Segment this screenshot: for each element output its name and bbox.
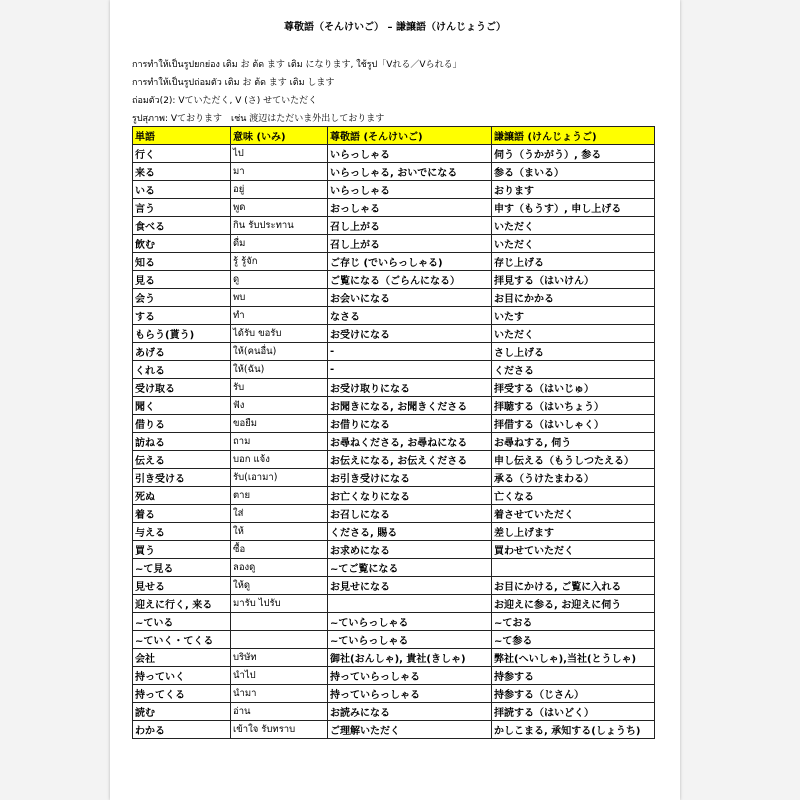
sonkeigo-cell: お引き受けになる — [328, 469, 492, 487]
sonkeigo-cell: 召し上がる — [328, 235, 492, 253]
word-cell: いる — [133, 181, 231, 199]
table-row — [133, 685, 655, 703]
sonkeigo-cell: お会いになる — [328, 289, 492, 307]
meaning-cell: นำไป — [231, 667, 328, 685]
table-row — [133, 271, 655, 289]
word-cell: 持ってくる — [133, 685, 231, 703]
table-row — [133, 469, 655, 487]
meaning-cell: บริษัท — [231, 649, 328, 667]
note-line: การทำให้เป็นรูปถ่อมตัว เติม お ต้ด ます เติม します — [132, 78, 335, 88]
table-row — [133, 361, 655, 379]
word-cell: 飲む — [133, 235, 231, 253]
meaning-cell: เข้าใจ รับทราบ — [231, 721, 328, 739]
sonkeigo-cell: ご存じ (でいらっしゃる) — [328, 253, 492, 271]
kenjougo-cell: 買わせていただく — [492, 541, 655, 559]
word-cell: 受け取る — [133, 379, 231, 397]
meaning-cell: ดู — [231, 271, 328, 289]
word-cell: わかる — [133, 721, 231, 739]
table-row — [133, 343, 655, 361]
sonkeigo-cell: お聞きになる, お聞きくださる — [328, 397, 492, 415]
sonkeigo-cell: いらっしゃる — [328, 145, 492, 163]
word-cell: 言う — [133, 199, 231, 217]
table-row — [133, 595, 655, 613]
table-row — [133, 703, 655, 721]
word-cell: 迎えに行く, 来る — [133, 595, 231, 613]
meaning-cell — [231, 631, 328, 649]
sonkeigo-cell: ~ていらっしゃる — [328, 613, 492, 631]
meaning-cell — [231, 613, 328, 631]
sonkeigo-cell: 御社(おんしゃ), 貴社(きしゃ) — [328, 649, 492, 667]
kenjougo-cell: お迎えに参る, お迎えに伺う — [492, 595, 655, 613]
sonkeigo-cell — [328, 595, 492, 613]
meaning-cell: พูด — [231, 199, 328, 217]
note-line: ถ่อมตัว(2): Vていただく, V (さ) せていただく — [132, 96, 318, 106]
table-row — [133, 667, 655, 685]
table-row — [133, 541, 655, 559]
sonkeigo-cell: お召しになる — [328, 505, 492, 523]
word-cell: ~ていく・てくる — [133, 631, 231, 649]
kenjougo-cell: 着させていただく — [492, 505, 655, 523]
kenjougo-cell: 弊社(へいしゃ),当社(とうしゃ) — [492, 649, 655, 667]
meaning-cell: ถาม — [231, 433, 328, 451]
kenjougo-cell: 参る（まいる） — [492, 163, 655, 181]
meaning-cell: ฟัง — [231, 397, 328, 415]
kenjougo-cell: おります — [492, 181, 655, 199]
kenjougo-cell: 申す（もうす）, 申し上げる — [492, 199, 655, 217]
word-cell: 見る — [133, 271, 231, 289]
kenjougo-cell: 申し伝える（もうしつたえる） — [492, 451, 655, 469]
meaning-cell: กิน รับประทาน — [231, 217, 328, 235]
sonkeigo-cell: お見せになる — [328, 577, 492, 595]
grammar-notes — [132, 56, 672, 128]
kenjougo-cell: ~ておる — [492, 613, 655, 631]
word-cell: 与える — [133, 523, 231, 541]
sonkeigo-cell: - — [328, 361, 492, 379]
meaning-cell: ทำ — [231, 307, 328, 325]
note-line: การทำให้เป็นรูปยกย่อง เติม お ต้ด ます เติม になります, ใช้รูป「Vれる／Vられる」 — [132, 60, 462, 70]
word-cell: 伝える — [133, 451, 231, 469]
sonkeigo-cell: お読みになる — [328, 703, 492, 721]
word-cell: 読む — [133, 703, 231, 721]
meaning-cell: ไป — [231, 145, 328, 163]
table-row — [133, 199, 655, 217]
kenjougo-cell: 承る（うけたまわる） — [492, 469, 655, 487]
kenjougo-cell: さし上げる — [492, 343, 655, 361]
meaning-cell: ให้ — [231, 523, 328, 541]
word-cell: 会う — [133, 289, 231, 307]
table-row — [133, 523, 655, 541]
table-row — [133, 577, 655, 595]
sonkeigo-cell: - — [328, 343, 492, 361]
table-row — [133, 307, 655, 325]
table-row — [133, 145, 655, 163]
word-cell: 聞く — [133, 397, 231, 415]
meaning-cell: มา — [231, 163, 328, 181]
sonkeigo-cell: なさる — [328, 307, 492, 325]
page-title: 尊敬語（そんけいご） – 謙譲語（けんじょうご） — [284, 22, 506, 33]
meaning-cell: ซื้อ — [231, 541, 328, 559]
sonkeigo-cell: お尋ねくださる, お尋ねになる — [328, 433, 492, 451]
word-cell: 持っていく — [133, 667, 231, 685]
meaning-cell: ตาย — [231, 487, 328, 505]
kenjougo-cell — [492, 559, 655, 577]
header-word: 単語 — [133, 127, 231, 145]
kenjougo-cell: 拝借する（はいしゃく） — [492, 415, 655, 433]
sonkeigo-cell: ~ていらっしゃる — [328, 631, 492, 649]
meaning-cell: รู้ รู้จัก — [231, 253, 328, 271]
sonkeigo-cell: いらっしゃる, おいでになる — [328, 163, 492, 181]
table-row — [133, 289, 655, 307]
meaning-cell: มารับ ไปรับ — [231, 595, 328, 613]
sonkeigo-cell: 持っていらっしゃる — [328, 667, 492, 685]
table-row — [133, 397, 655, 415]
word-cell: もらう(貰う) — [133, 325, 231, 343]
kenjougo-cell: 亡くなる — [492, 487, 655, 505]
table-row — [133, 379, 655, 397]
meaning-cell: ขอยืม — [231, 415, 328, 433]
word-cell: ~ている — [133, 613, 231, 631]
table-row — [133, 613, 655, 631]
table-row — [133, 433, 655, 451]
kenjougo-cell: 持参する — [492, 667, 655, 685]
word-cell: 買う — [133, 541, 231, 559]
header-meaning: 意味 (いみ) — [231, 127, 328, 145]
sonkeigo-cell: お求めになる — [328, 541, 492, 559]
sonkeigo-cell: いらっしゃる — [328, 181, 492, 199]
table-row — [133, 649, 655, 667]
sonkeigo-cell: ~てご覧になる — [328, 559, 492, 577]
meaning-cell: นำมา — [231, 685, 328, 703]
sonkeigo-cell: ご理解いただく — [328, 721, 492, 739]
header-kenjougo: 謙譲語 (けんじょうご) — [492, 127, 655, 145]
table-row — [133, 253, 655, 271]
document-page — [110, 0, 680, 800]
kenjougo-cell: 持参する（じさん） — [492, 685, 655, 703]
meaning-cell: ดื่ม — [231, 235, 328, 253]
table-row — [133, 487, 655, 505]
keigo-table — [132, 126, 655, 739]
sonkeigo-cell: お亡くなりになる — [328, 487, 492, 505]
kenjougo-cell: 拝受する（はいじゅ） — [492, 379, 655, 397]
word-cell: 訪ねる — [133, 433, 231, 451]
meaning-cell: อยู่ — [231, 181, 328, 199]
word-cell: 見せる — [133, 577, 231, 595]
word-cell: 来る — [133, 163, 231, 181]
kenjougo-cell: くださる — [492, 361, 655, 379]
meaning-cell: ให้(ฉัน) — [231, 361, 328, 379]
meaning-cell: ให้(คนอื่น) — [231, 343, 328, 361]
word-cell: 会社 — [133, 649, 231, 667]
table-row — [133, 559, 655, 577]
kenjougo-cell: 差し上げます — [492, 523, 655, 541]
table-row — [133, 721, 655, 739]
word-cell: 死ぬ — [133, 487, 231, 505]
kenjougo-cell: 拝見する（はいけん） — [492, 271, 655, 289]
header-sonkeigo: 尊敬語 (そんけいご) — [328, 127, 492, 145]
table-row — [133, 181, 655, 199]
kenjougo-cell: かしこまる, 承知する(しょうち) — [492, 721, 655, 739]
meaning-cell: อ่าน — [231, 703, 328, 721]
meaning-cell: พบ — [231, 289, 328, 307]
word-cell: 知る — [133, 253, 231, 271]
word-cell: 着る — [133, 505, 231, 523]
meaning-cell: ลองดู — [231, 559, 328, 577]
sonkeigo-cell: お受けになる — [328, 325, 492, 343]
meaning-cell: ได้รับ ขอรับ — [231, 325, 328, 343]
word-cell: ~て見る — [133, 559, 231, 577]
word-cell: あげる — [133, 343, 231, 361]
sonkeigo-cell: くださる, 賜る — [328, 523, 492, 541]
meaning-cell: รับ — [231, 379, 328, 397]
meaning-cell: ใส่ — [231, 505, 328, 523]
word-cell: 借りる — [133, 415, 231, 433]
table-row — [133, 235, 655, 253]
table-row — [133, 325, 655, 343]
kenjougo-cell: お目にかかる — [492, 289, 655, 307]
kenjougo-cell: お目にかける, ご覧に入れる — [492, 577, 655, 595]
meaning-cell: รับ(เอามา) — [231, 469, 328, 487]
sonkeigo-cell: 持っていらっしゃる — [328, 685, 492, 703]
kenjougo-cell: いただく — [492, 217, 655, 235]
kenjougo-cell: いたす — [492, 307, 655, 325]
word-cell: する — [133, 307, 231, 325]
kenjougo-cell: いただく — [492, 235, 655, 253]
table-header-row — [133, 127, 655, 145]
table-row — [133, 163, 655, 181]
table-row — [133, 451, 655, 469]
word-cell: 引き受ける — [133, 469, 231, 487]
table-row — [133, 631, 655, 649]
table-row — [133, 217, 655, 235]
sonkeigo-cell: お借りになる — [328, 415, 492, 433]
note-line: รูปสุภาพ: Vております เช่น 渡辺はただいま外出しております — [132, 114, 385, 124]
sonkeigo-cell: おっしゃる — [328, 199, 492, 217]
meaning-cell: บอก แจ้ง — [231, 451, 328, 469]
kenjougo-cell: 拝聴する（はいちょう） — [492, 397, 655, 415]
table-row — [133, 415, 655, 433]
kenjougo-cell: いただく — [492, 325, 655, 343]
word-cell: 食べる — [133, 217, 231, 235]
word-cell: 行く — [133, 145, 231, 163]
kenjougo-cell: 伺う（うかがう）, 参る — [492, 145, 655, 163]
kenjougo-cell: ~て参る — [492, 631, 655, 649]
meaning-cell: ให้ดู — [231, 577, 328, 595]
kenjougo-cell: お尋ねする, 伺う — [492, 433, 655, 451]
sonkeigo-cell: ご覧になる（ごらんになる） — [328, 271, 492, 289]
sonkeigo-cell: お受け取りになる — [328, 379, 492, 397]
table-row — [133, 505, 655, 523]
sonkeigo-cell: お伝えになる, お伝えくださる — [328, 451, 492, 469]
word-cell: くれる — [133, 361, 231, 379]
sonkeigo-cell: 召し上がる — [328, 217, 492, 235]
kenjougo-cell: 拝読する（はいどく） — [492, 703, 655, 721]
kenjougo-cell: 存じ上げる — [492, 253, 655, 271]
